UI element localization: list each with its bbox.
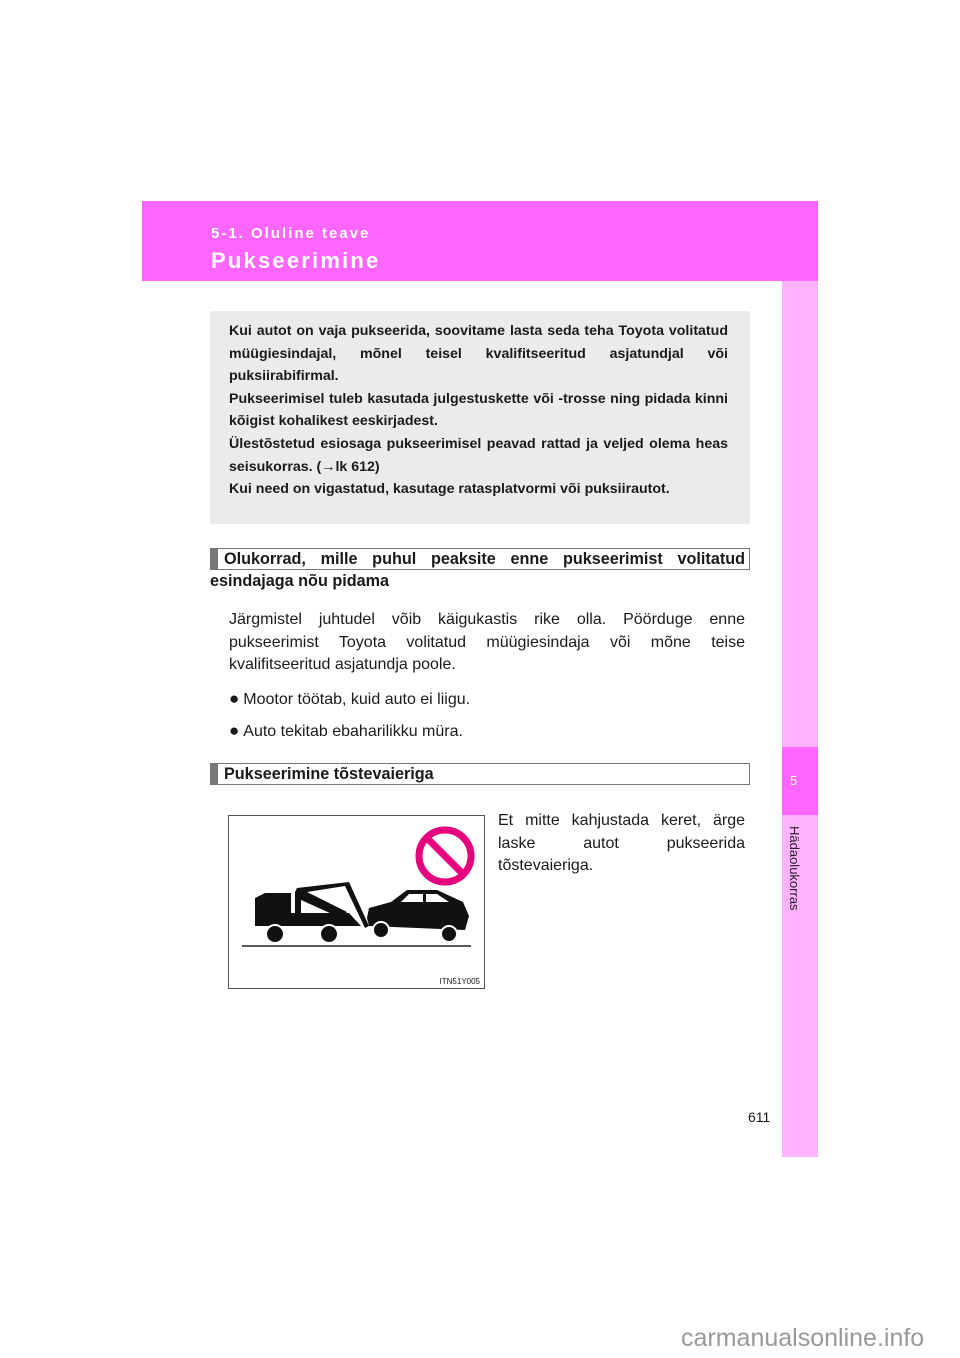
chapter-tab[interactable] [782, 747, 818, 815]
page-title: Pukseerimine [211, 248, 381, 273]
section-body: Et mitte kahjustada keret, ärge laske autot pukseerida tõstevaieriga. [498, 812, 745, 874]
note-box [210, 311, 750, 524]
note-line: Kui need on vigastatud, kasutage ratasplatvormi või puksiirautot. [229, 481, 670, 498]
section-heading: Pukseerimine tõstevaieriga [210, 763, 750, 785]
header-banner [142, 201, 818, 281]
list-item-text: Mootor töötab, kuid auto ei liigu. [243, 691, 471, 708]
bullet-icon: ● [229, 721, 240, 740]
figure-code: ITN51Y005 [439, 977, 480, 986]
chapter-number: 5 [790, 773, 798, 788]
side-tab [782, 281, 818, 1157]
list-item [229, 689, 470, 709]
tow-truck-prohibited-icon [229, 816, 484, 988]
section-body: Järgmistel juhtudel võib käigukastis rike olla. Pöörduge enne pukseerimist Toyota volitatud müügiesindaja või mõne teise kvalifitseeritud asjatundja poole. [229, 611, 745, 673]
section-label: 5-1. Oluline teave [211, 225, 371, 242]
chapter-label: Hädaolukorras [787, 826, 802, 911]
section-heading: Olukorrad, mille puhul peaksite enne pukseerimist volitatud [210, 548, 750, 570]
bullet-icon: ● [229, 689, 240, 708]
note-line: Pukseerimisel tuleb kasutada julgestuskette või -trosse ning pidada kinni kõigist kohalikest eeskirjadest. [229, 390, 728, 430]
page-number: 611 [748, 1109, 771, 1125]
list-item-text: Auto tekitab ebaharilikku müra. [243, 723, 463, 740]
note-line: Ülestõstetud esiosaga pukseerimisel peavad rattad ja veljed olema heas seisukorras. (→lk 612) [229, 435, 728, 475]
watermark[interactable]: carmanualsonline.info [681, 1324, 925, 1352]
section-heading-cont: esindajaga nõu pidama [210, 572, 390, 590]
tow-truck-figure [228, 815, 485, 989]
note-line: Kui autot on vaja pukseerida, soovitame lasta seda teha Toyota volitatud müügiesindajal, mõnel teisel kvalifitseeritud asjatundjal või puksiirabifirmal. [229, 323, 728, 385]
list-item [229, 721, 463, 741]
